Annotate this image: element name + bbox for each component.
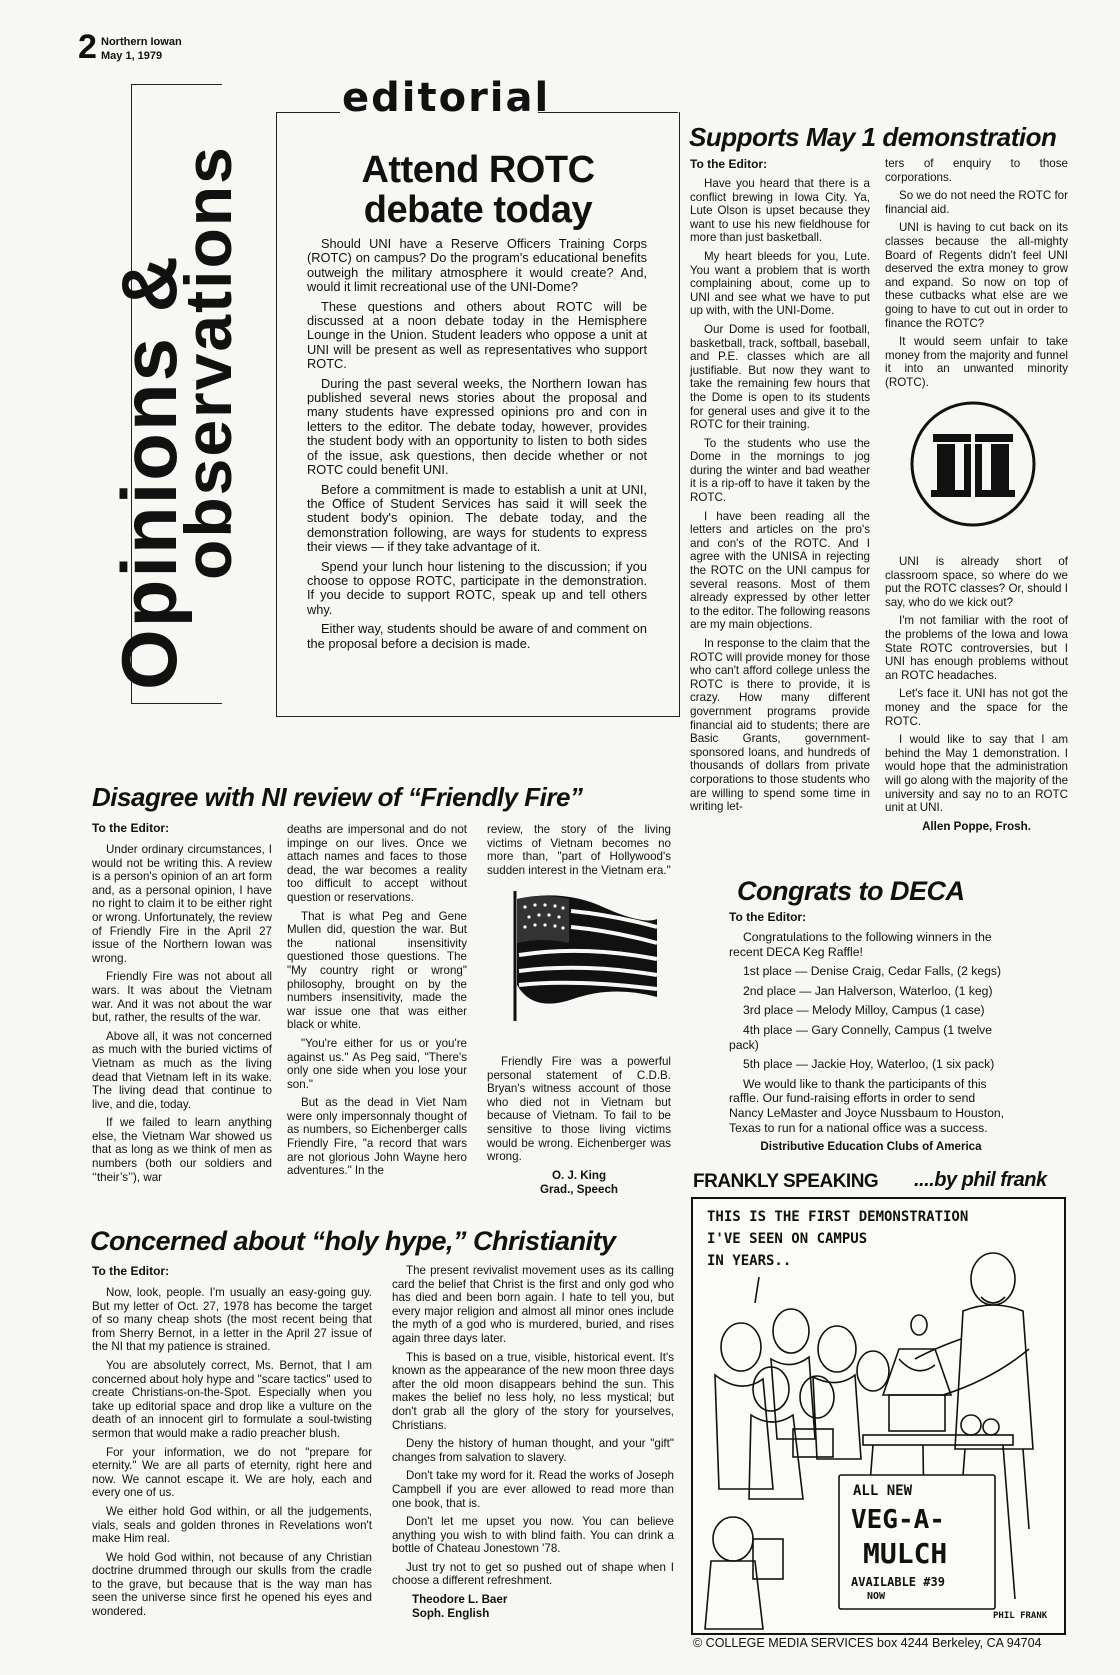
cartoon-caption-3: IN YEARS.. bbox=[707, 1253, 792, 1269]
holy-hype-column-1 bbox=[92, 1286, 372, 1624]
may1-paragraph: Have you heard that there is a conflict brewing in Iowa City. Ya, Lute Olson is upset because they want to use his new fieldhouse for more than just basketball. bbox=[690, 177, 870, 245]
holy-hype-paragraph: Deny the history of human thought, and your "gift" changes from salvation to slavery. bbox=[392, 1437, 674, 1464]
flag-icon bbox=[503, 885, 663, 1025]
holy-hype-paragraph: For your information, we do not "prepare for eternity." We are all parts of eternity, right here and now. We cannot escape it. We are holy, each and every one of us. bbox=[92, 1445, 372, 1500]
may1-headline: Supports May 1 demonstration bbox=[689, 122, 1057, 152]
holy-hype-signature-name: Theodore L. Baer bbox=[412, 1593, 508, 1607]
friendly-fire-paragraph: That is what Peg and Gene Mullen did, question the war. But the national insensitivity questioned those questions. The "My country right or wrong" philosophy, brought on by the numbers insensitivity, made the war issue one that was either black or white. bbox=[287, 909, 467, 1032]
deca-winner: 4th place — Gary Connelly, Campus (1 twelve pack) bbox=[729, 1022, 993, 1052]
friendly-fire-paragraph: If we failed to learn anything else, the Vietnam War showed us that as long as we think of men as numbers (both our soldiers and ‘‘their’s’’), war bbox=[92, 1116, 272, 1184]
holy-hype-paragraph: Don't take my word for it. Read the works of Joseph Campbell if you are ever allowed to read more than one book, that is. bbox=[392, 1469, 674, 1510]
masthead-paper-name: Northern Iowan bbox=[101, 36, 182, 48]
cartoon-byline: ....by phil frank bbox=[914, 1169, 1047, 1191]
friendly-fire-paragraph: Under ordinary circumstances, I would not be writing this. A review is a person's opinion of an art form and, as a personal opinion, I have no right to claim it to be either right or wrong. Unfortunately, the review of Friendly Fire in the April 27 issue of the Northern Iowan was wrong. bbox=[92, 843, 272, 965]
cartoon-sign-line4: AVAILABLE #39 bbox=[851, 1575, 945, 1589]
friendly-fire-to-editor: To the Editor: bbox=[92, 821, 170, 835]
uni-logo bbox=[909, 400, 1037, 528]
section-title-line2: observations bbox=[171, 145, 245, 580]
editorial-paragraph: Spend your lunch hour listening to the discussion; if you choose to oppose ROTC, participate in the demonstration. If you decide to support ROTC, speak up and tell others why. bbox=[307, 558, 647, 617]
deca-intro: Congratulations to the following winners in the recent DECA Keg Raffle! bbox=[729, 930, 992, 959]
may1-column-2-bottom bbox=[885, 555, 1068, 834]
cartoon-sign-line2: VEG-A- bbox=[851, 1505, 945, 1535]
friendly-fire-paragraph: Above all, it was not concerned as much with the buried victims of Vietnam as much as the living dead that Vietnam left in its wake. The living dead that continue to live, and die, today. bbox=[92, 1029, 272, 1111]
may1-paragraph: Our Dome is used for football, basketball, track, softball, baseball, and P.E. classes which are all justifiable. But now they want to take the remaining few hours that the Dome is open to its students for general uses and give it to the ROTC for their training. bbox=[690, 322, 870, 432]
may1-paragraph: Let's face it. UNI has not got the money and the space for the ROTC. bbox=[885, 687, 1068, 728]
may1-paragraph: UNI is already short of classroom space, so where do we put the ROTC classes? Or, should I say, who do we kick out? bbox=[885, 555, 1068, 609]
holy-hype-paragraph: Don't let me upset you now. You can believe anything you wish to with blind faith. You can drink a bottle of Chateau Jonestown '78. bbox=[392, 1515, 674, 1556]
holy-hype-paragraph: Just try not to get so pushed out of shape when I choose a different refreshment. bbox=[392, 1560, 674, 1588]
friendly-fire-signature-title: Grad., Speech bbox=[540, 1182, 618, 1196]
flag-illustration bbox=[503, 885, 663, 1025]
cartoon-sign-line5: NOW bbox=[867, 1591, 886, 1602]
holy-hype-column-2 bbox=[392, 1264, 674, 1621]
friendly-fire-column-2 bbox=[287, 823, 467, 1183]
editorial-body bbox=[307, 237, 647, 656]
may1-paragraph: ters of enquiry to those corporations. bbox=[885, 157, 1068, 184]
deca-signature: Distributive Education Clubs of America bbox=[760, 1140, 982, 1154]
friendly-fire-column-3-top bbox=[487, 823, 671, 882]
deca-closing: We would like to thank the participants of this raffle. Our fund-raising efforts in order to send Nancy LeMaster and Joyce Nussbaum to Houston, Texas to run for a national office was a success. bbox=[729, 1076, 1005, 1135]
holy-hype-paragraph: You are absolutely correct, Ms. Bernot, that I am concerned about holy hype and "scare tactics" used to create Christians-on-the-Spot. Especially when you take up editorial space and drop like a vulture on the death of an innocent girl to formulate a soul-twisting sermon that would make a radio preacher blush. bbox=[92, 1358, 372, 1440]
deca-body bbox=[729, 930, 1013, 1154]
may1-column-1 bbox=[690, 177, 870, 819]
deca-winner: 5th place — Jackie Hoy, Waterloo, (1 six pack) bbox=[743, 1057, 995, 1072]
holy-hype-paragraph: The present revivalist movement uses as its calling card the belief that Christ is the first and only god who has died and been born again. I hate to tell you, but every major religion and almost all minor ones include the myth of a god who is murdered, buried, and rises again three days later. bbox=[392, 1264, 674, 1345]
deca-headline: Congrats to DECA bbox=[737, 876, 965, 906]
friendly-fire-signature-name: O. J. King bbox=[551, 1168, 607, 1182]
cartoon-sign-line3: MULCH bbox=[863, 1537, 948, 1570]
holy-hype-signature-title: Soph. English bbox=[412, 1607, 490, 1621]
cartoon-sign-line1: ALL NEW bbox=[853, 1483, 913, 1499]
cartoon-title: FRANKLY SPEAKING bbox=[693, 1171, 879, 1192]
friendly-fire-paragraph: review, the story of the living victims of Vietnam becomes no more than, "part of Hollywood's sudden interest in the Vietnam era." bbox=[487, 823, 671, 877]
editorial-paragraph: Either way, students should be aware of and comment on the proposal before a decision is made. bbox=[307, 621, 647, 651]
may1-paragraph: I would like to say that I am behind the May 1 demonstration. I would hope that the administration will go along with the majority of the university and say no to an ROTC unit at UNI. bbox=[885, 733, 1069, 815]
holy-hype-paragraph: We either hold God within, or all the judgements, vials, seals and golden thrones in Revelations won't make Him real. bbox=[92, 1504, 372, 1546]
masthead-date: May 1, 1979 bbox=[101, 50, 163, 62]
friendly-fire-headline: Disagree with NI review of “Friendly Fire” bbox=[92, 782, 583, 812]
editorial-paragraph: Should UNI have a Reserve Officers Training Corps (ROTC) on campus? Do the program's educational benefits outweigh the military atmosphere it would create? And, would it limit recreational use of the UNI-Dome? bbox=[307, 236, 647, 295]
editorial-paragraph: These questions and others about ROTC will be discussed at a noon debate today in the Hemisphere Lounge in the Union. Student leaders who oppose a unit at UNI will be present as well as representatives who support ROTC. bbox=[307, 298, 647, 372]
friendly-fire-column-3-bottom bbox=[487, 1055, 671, 1197]
friendly-fire-paragraph: "You're either for us or you're against us." As Peg said, "There's only one side when you lose your son." bbox=[287, 1036, 467, 1091]
may1-paragraph: UNI is having to cut back on its classes because the all-mighty Board of Regents didn't feel UNI deserved the extra money to grow and expand. So now on top of these cutbacks what else are we going to have to cut out in order to finance the ROTC? bbox=[885, 221, 1068, 330]
may1-column-2-top bbox=[885, 157, 1068, 395]
friendly-fire-paragraph: Friendly Fire was not about all wars. It was about the Vietnam war. And it was not about the war but, rather, the results of the war. bbox=[92, 970, 272, 1025]
may1-signature: Allen Poppe, Frosh. bbox=[922, 819, 1031, 833]
may1-paragraph: I'm not familiar with the root of the problems of the Iowa and Iowa State ROTC controversies, but I UNI has enough problems without an ROTC headaches. bbox=[885, 614, 1068, 682]
editorial-headline-1: Attend ROTC bbox=[361, 149, 595, 191]
holy-hype-paragraph: We hold God within, not because of any Christian doctrine drummed through our skulls from the cradle to the grave, but because that is the way man has seen the universe since first he opened his eyes and wondered. bbox=[92, 1550, 372, 1619]
friendly-fire-paragraph: But as the dead in Viet Nam were only impersonnaly thought of as numbers, so Eichenberger calls Friendly Fire, "a record that wars are not glorious John Wayne hero adventures." In the bbox=[287, 1096, 467, 1178]
holy-hype-to-editor: To the Editor: bbox=[92, 1264, 170, 1278]
deca-winner: 2nd place — Jan Halverson, Waterloo, (1 keg) bbox=[743, 983, 993, 998]
section-title-line1: Opinions & bbox=[105, 254, 193, 690]
editorial-paragraph: Before a commitment is made to establish a unit at UNI, the Office of Student Services has said it will seek the student body's opinion. The debate today, and the demonstration following, are ways for students to express their views — if they take advantage of it. bbox=[307, 481, 647, 555]
may1-paragraph: So we do not need the ROTC for financial aid. bbox=[885, 189, 1068, 216]
holy-hype-paragraph: This is based on a true, visible, historical event. It's known as the appearance of the new moon three days after the old moon disappears behind the sun. This makes the belief no less holy, no less mystical; but don't grab all the glory of the story for yourselves, Christians. bbox=[392, 1350, 674, 1432]
cartoon-artist-signature: PHIL FRANK bbox=[993, 1611, 1048, 1621]
cartoon-caption-2: I'VE SEEN ON CAMPUS bbox=[707, 1231, 868, 1247]
may1-paragraph: In response to the claim that the ROTC will provide money for those who can't afford college unless the ROTC is there to provide, it is crazy. How many different government programs provide financial aid to students; there are Basic Grants, government-sponsored loans, and hundreds of thousands of dollars from private corporations to those students who are willing to spend some time in writing let- bbox=[690, 637, 870, 814]
holy-hype-headline: Concerned about “holy hype,” Christianity bbox=[90, 1226, 616, 1256]
uni-logo-text: UNI bbox=[965, 504, 981, 514]
editorial-headline-2: debate today bbox=[363, 189, 593, 231]
may1-paragraph: My heart bleeds for you, Lute. You want a problem that is worth complaining about, come up to UNI and see what we have to put up with, with the UNI-Dome. bbox=[690, 249, 870, 318]
deca-winner: 1st place — Denise Craig, Cedar Falls, (2 kegs) bbox=[743, 964, 1002, 979]
may1-to-editor: To the Editor: bbox=[690, 157, 768, 171]
may1-paragraph: It would seem unfair to take money from the majority and funnel it into an unwanted minority (ROTC). bbox=[885, 335, 1068, 389]
editorial-label: editorial bbox=[342, 75, 551, 121]
page-number: 2 bbox=[78, 28, 97, 66]
friendly-fire-column-1 bbox=[92, 843, 272, 1189]
may1-paragraph: I have been reading all the letters and articles on the pro's and con's of the ROTC. And I agree with the UNISA in rejecting the ROTC on the UNI campus for several reasons. Most of them already expressed by other letter to the editor. The following reasons are my main objections. bbox=[690, 509, 870, 632]
friendly-fire-paragraph: deaths are impersonal and do not impinge on our lives. Once we attach names and faces to those dead, the war becomes a reality too difficult to accept without question or reservations. bbox=[287, 823, 467, 904]
friendly-fire-paragraph: Friendly Fire was a powerful personal statement of C.D.B. Bryan's witness account of those who died not in Vietnam but because of Vietnam. To fail to be sensitive to those living victims would be wrong. Eichenberger was wrong. bbox=[487, 1055, 671, 1164]
deca-to-editor: To the Editor: bbox=[729, 910, 807, 924]
cartoon-panel bbox=[691, 1197, 1066, 1635]
cartoon-caption-1: THIS IS THE FIRST DEMONSTRATION bbox=[707, 1209, 969, 1225]
cartoon-credit: © COLLEGE MEDIA SERVICES box 4244 Berkeley, CA 94704 bbox=[693, 1636, 1042, 1650]
holy-hype-paragraph: Now, look, people. I'm usually an easy-going guy. But my letter of Oct. 27, 1978 has become the target of so many cheap shots (the most recent being that from Sherry Bernot, in a letter in the April 27 issue of the NI that my patience is strained. bbox=[92, 1286, 372, 1354]
editorial-paragraph: During the past several weeks, the Northern Iowan has published several news stories about the proposal and many students have expressed opinions pro and con in letters to the editor. The debate today, however, provides the student body with an opportunity to listen to both sides of the issue, ask questions, then decide whether or not ROTC could benefit UNI. bbox=[307, 375, 647, 478]
deca-winner: 3rd place — Melody Milloy, Campus (1 case) bbox=[743, 1003, 985, 1018]
may1-paragraph: To the students who use the Dome in the mornings to jog during the winter and bad weather it is a rip-off to have it taken by the ROTC. bbox=[690, 436, 870, 505]
